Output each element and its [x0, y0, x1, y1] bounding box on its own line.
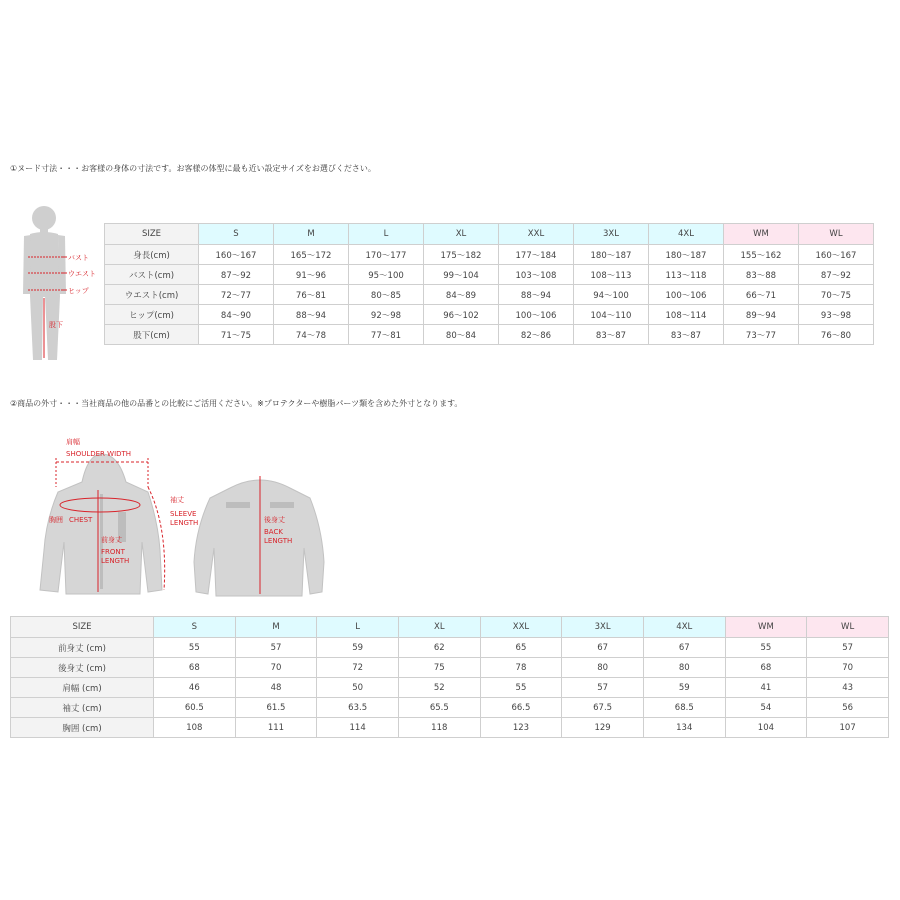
front-length-label-jp: 前身丈: [101, 536, 122, 544]
table-cell: 87〜92: [799, 265, 874, 285]
bust-label: バスト: [68, 254, 89, 262]
table-cell: 80: [643, 658, 725, 678]
header-cell: XL: [398, 617, 480, 638]
table-cell: 62: [398, 638, 480, 658]
table-cell: 100〜106: [499, 305, 574, 325]
table-cell: 108: [154, 718, 236, 738]
table-row: [11, 678, 889, 698]
table-cell: 70: [235, 658, 317, 678]
chest-label-jp: 胸囲: [49, 516, 63, 524]
table-cell: 78: [480, 658, 562, 678]
table-cell: 59: [643, 678, 725, 698]
table-cell: 180〜187: [574, 245, 649, 265]
sleeve-label-en2: LENGTH: [170, 519, 199, 527]
table-cell: 59: [317, 638, 399, 658]
table-cell: 118: [398, 718, 480, 738]
table-cell: 46: [154, 678, 236, 698]
table-cell: 100〜106: [649, 285, 724, 305]
table-row: [11, 698, 889, 718]
row-label: 袖丈 (cm): [11, 698, 154, 718]
table-cell: 60.5: [154, 698, 236, 718]
header-cell: L: [349, 224, 424, 245]
row-label: 肩幅 (cm): [11, 678, 154, 698]
table-cell: 84〜90: [199, 305, 274, 325]
table-row: [105, 325, 874, 345]
table-cell: 65: [480, 638, 562, 658]
back-length-label-jp: 後身丈: [264, 516, 285, 524]
table-cell: 160〜167: [199, 245, 274, 265]
hip-label: ヒップ: [68, 287, 89, 295]
table-cell: 91〜96: [274, 265, 349, 285]
row-label: バスト(cm): [105, 265, 199, 285]
row-label: 前身丈 (cm): [11, 638, 154, 658]
header-cell: M: [235, 617, 317, 638]
front-length-label-en2: LENGTH: [101, 557, 130, 565]
table-cell: 68.5: [643, 698, 725, 718]
table-cell: 104: [725, 718, 807, 738]
table-cell: 134: [643, 718, 725, 738]
table-cell: 48: [235, 678, 317, 698]
header-cell: S: [154, 617, 236, 638]
table-cell: 95〜100: [349, 265, 424, 285]
table-cell: 129: [562, 718, 644, 738]
table-cell: 55: [480, 678, 562, 698]
table-cell: 88〜94: [274, 305, 349, 325]
table-cell: 66〜71: [724, 285, 799, 305]
table-row: [11, 658, 889, 678]
table-cell: 73〜77: [724, 325, 799, 345]
body-silhouette-figure: [10, 202, 105, 364]
table-cell: 83〜87: [649, 325, 724, 345]
table-cell: 66.5: [480, 698, 562, 718]
table-cell: 80: [562, 658, 644, 678]
table-cell: 68: [154, 658, 236, 678]
table-header-row: [11, 617, 889, 638]
jacket-diagram: [30, 432, 340, 602]
table-header-row: [105, 224, 874, 245]
table-cell: 83〜88: [724, 265, 799, 285]
table-cell: 99〜104: [424, 265, 499, 285]
header-cell: M: [274, 224, 349, 245]
table-cell: 80〜85: [349, 285, 424, 305]
row-label: ウエスト(cm): [105, 285, 199, 305]
table-cell: 77〜81: [349, 325, 424, 345]
table-cell: 76〜81: [274, 285, 349, 305]
table-cell: 61.5: [235, 698, 317, 718]
row-label: 後身丈 (cm): [11, 658, 154, 678]
table-cell: 63.5: [317, 698, 399, 718]
table-cell: 111: [235, 718, 317, 738]
table-cell: 68: [725, 658, 807, 678]
header-cell: L: [317, 617, 399, 638]
table-row: [105, 305, 874, 325]
table-cell: 80〜84: [424, 325, 499, 345]
header-cell: WL: [799, 224, 874, 245]
table-cell: 50: [317, 678, 399, 698]
header-cell: XL: [424, 224, 499, 245]
table-cell: 54: [725, 698, 807, 718]
table-cell: 83〜87: [574, 325, 649, 345]
row-label: ヒップ(cm): [105, 305, 199, 325]
garment-measurement-note: ②商品の外寸・・・当社商品の他の品番との比較にご活用ください。※プロテクターや樹脂パーツ類を含めた外寸となります。: [10, 399, 463, 408]
table-cell: 155〜162: [724, 245, 799, 265]
table-cell: 57: [235, 638, 317, 658]
table-cell: 71〜75: [199, 325, 274, 345]
table-cell: 52: [398, 678, 480, 698]
table-cell: 94〜100: [574, 285, 649, 305]
table-cell: 175〜182: [424, 245, 499, 265]
table-cell: 72: [317, 658, 399, 678]
table-cell: 177〜184: [499, 245, 574, 265]
table-cell: 75: [398, 658, 480, 678]
row-label: 胸囲 (cm): [11, 718, 154, 738]
table-cell: 170〜177: [349, 245, 424, 265]
back-jacket-silhouette: [194, 480, 324, 596]
table-cell: 56: [807, 698, 889, 718]
header-cell: S: [199, 224, 274, 245]
table-cell: 88〜94: [499, 285, 574, 305]
table-cell: 107: [807, 718, 889, 738]
row-label: 身長(cm): [105, 245, 199, 265]
table-cell: 113〜118: [649, 265, 724, 285]
table-cell: 67: [562, 638, 644, 658]
table-cell: 96〜102: [424, 305, 499, 325]
header-cell: SIZE: [105, 224, 199, 245]
row-label: 股下(cm): [105, 325, 199, 345]
table-cell: 57: [562, 678, 644, 698]
table-cell: 82〜86: [499, 325, 574, 345]
header-cell: WL: [807, 617, 889, 638]
table-cell: 108〜114: [649, 305, 724, 325]
table-cell: 67: [643, 638, 725, 658]
table-cell: 74〜78: [274, 325, 349, 345]
header-cell: XXL: [499, 224, 574, 245]
table-cell: 70: [807, 658, 889, 678]
inseam-label: 股下: [49, 321, 63, 329]
nude-size-table: [104, 223, 874, 345]
table-row: [11, 718, 889, 738]
header-cell: 3XL: [562, 617, 644, 638]
table-cell: 87〜92: [199, 265, 274, 285]
shoulder-label-jp: 肩幅: [66, 438, 80, 446]
table-cell: 104〜110: [574, 305, 649, 325]
back-length-label-en1: BACK: [264, 528, 283, 536]
table-cell: 67.5: [562, 698, 644, 718]
header-cell: 4XL: [649, 224, 724, 245]
table-cell: 123: [480, 718, 562, 738]
table-cell: 114: [317, 718, 399, 738]
table-row: [105, 245, 874, 265]
table-row: [105, 265, 874, 285]
waist-label: ウエスト: [68, 270, 96, 278]
shoulder-label-en: SHOULDER WIDTH: [66, 450, 132, 458]
table-cell: 108〜113: [574, 265, 649, 285]
garment-size-table: [10, 616, 889, 738]
chest-label-en: CHEST: [69, 516, 93, 524]
table-cell: 103〜108: [499, 265, 574, 285]
table-cell: 72〜77: [199, 285, 274, 305]
table-cell: 76〜80: [799, 325, 874, 345]
nude-measurement-note: ①ヌード寸法・・・お客様の身体の寸法です。お客様の体型に最も近い設定サイズをお選びください。: [10, 164, 376, 173]
header-cell: XXL: [480, 617, 562, 638]
table-cell: 160〜167: [799, 245, 874, 265]
table-cell: 93〜98: [799, 305, 874, 325]
table-cell: 180〜187: [649, 245, 724, 265]
table-cell: 41: [725, 678, 807, 698]
header-cell: WM: [725, 617, 807, 638]
table-cell: 55: [154, 638, 236, 658]
table-cell: 55: [725, 638, 807, 658]
table-cell: 89〜94: [724, 305, 799, 325]
header-cell: 4XL: [643, 617, 725, 638]
front-length-label-en1: FRONT: [101, 548, 125, 556]
header-cell: SIZE: [11, 617, 154, 638]
sleeve-label-jp: 袖丈: [170, 496, 184, 504]
table-cell: 84〜89: [424, 285, 499, 305]
table-cell: 70〜75: [799, 285, 874, 305]
table-cell: 65.5: [398, 698, 480, 718]
table-cell: 92〜98: [349, 305, 424, 325]
header-cell: WM: [724, 224, 799, 245]
table-cell: 43: [807, 678, 889, 698]
header-cell: 3XL: [574, 224, 649, 245]
table-cell: 57: [807, 638, 889, 658]
back-length-label-en2: LENGTH: [264, 537, 293, 545]
table-row: [105, 285, 874, 305]
sleeve-label-en1: SLEEVE: [170, 510, 197, 518]
table-row: [11, 638, 889, 658]
table-cell: 165〜172: [274, 245, 349, 265]
